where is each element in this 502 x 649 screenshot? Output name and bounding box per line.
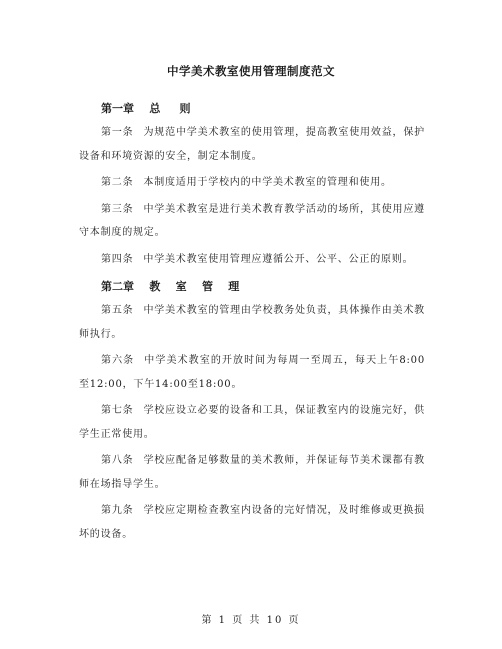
article-paragraph [79,299,425,346]
article-paragraph [79,171,425,195]
article-text: 学校应配备足够数量的美术教师，并保证每节美术课都有教师在场指导学生。 [79,455,425,490]
article-paragraph [79,449,425,496]
article-number: 第八条 [101,455,134,466]
article-paragraph [79,349,425,396]
chapter-heading: 第一章 总 则 [101,102,191,115]
document-title: 中学美术教室使用管理制度范文 [167,64,335,78]
article-paragraph [79,399,425,446]
article-number: 第二条 [101,177,134,188]
article-text: 为规范中学美术教室的使用管理，提高教室使用效益，保护设备和环境资源的安全，制定本制度。 [79,127,425,162]
article-number: 第七条 [101,405,134,416]
article-number: 第五条 [101,305,134,316]
page-footer: 第 1 页 共 10 页 [201,615,301,626]
article-text: 学校应定期检查教室内设备的完好情况，及时维修或更换损坏的设备。 [79,505,425,540]
article-paragraph [79,499,425,546]
article-text: 学校应设立必要的设备和工具，保证教室内的设施完好，供学生正常使用。 [79,405,425,440]
article-paragraph [79,198,425,245]
article-text: 中学美术教室是进行美术教育教学活动的场所，其使用应遵守本制度的规定。 [79,203,425,238]
article-number: 第三条 [101,203,134,215]
article-paragraph [79,248,425,272]
article-text: 中学美术教室使用管理应遵循公开、公平、公正的原则。 [143,253,414,265]
article-number: 第九条 [101,505,134,516]
article-text: 中学美术教室的开放时间为每周一至周五，每天上午8:00至12:00，下午14:00至18:00。 [79,355,425,390]
article-text: 中学美术教室的管理由学校教务处负责，具体操作由美术教师执行。 [79,305,425,340]
chapter-heading: 第二章 教 室 管 理 [101,280,240,293]
article-paragraph [79,121,425,168]
article-number: 第四条 [101,253,134,265]
document-body [79,96,425,549]
article-number: 第一条 [101,127,134,138]
article-text: 本制度适用于学校内的中学美术教室的管理和使用。 [143,177,392,188]
article-number: 第六条 [101,355,135,366]
